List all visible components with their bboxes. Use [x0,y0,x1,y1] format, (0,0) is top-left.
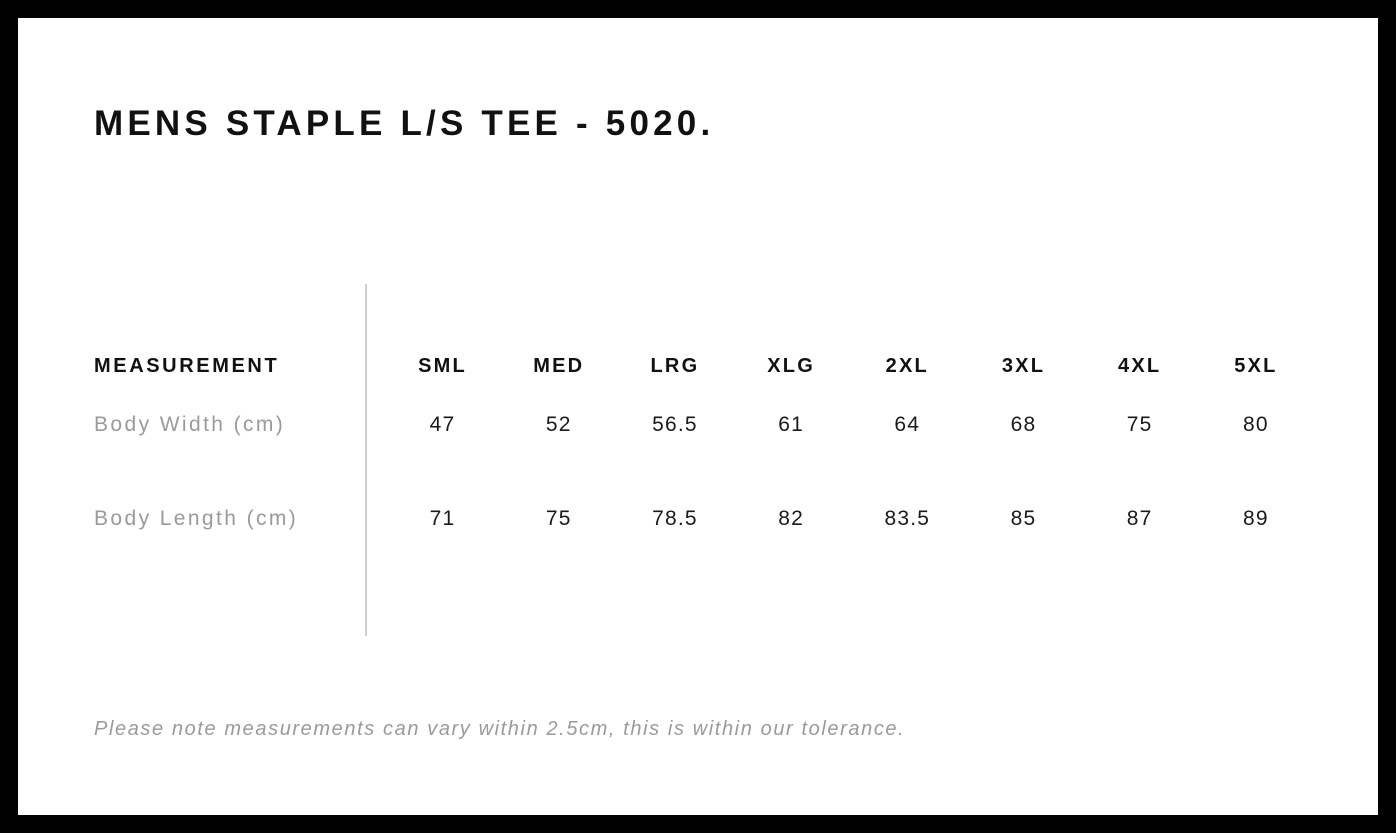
size-table-container [94,278,1314,566]
cell-body-width-lrg: 56.5 [652,413,698,436]
column-header-2xl: 2XL [885,355,929,377]
cell-body-width-med: 52 [545,413,572,436]
cell-body-length-lrg: 78.5 [652,507,698,530]
cell-body-length-sml: 71 [429,507,456,530]
table-header-row [94,278,1314,378]
cell-body-length-5xl: 89 [1243,507,1269,530]
cell-body-length-med: 75 [545,507,572,530]
row-label-body-length: Body Length (cm) [94,507,299,530]
column-header-measurement: MEASUREMENT [94,355,280,377]
size-table [94,278,1314,566]
column-header-4xl: 4XL [1118,355,1162,377]
cell-body-width-5xl: 80 [1243,413,1269,436]
column-header-sml: SML [418,355,467,377]
cell-body-width-4xl: 75 [1126,413,1153,436]
row-label-body-width: Body Width (cm) [94,413,286,436]
column-header-3xl: 3XL [1001,355,1046,377]
cell-body-length-4xl: 87 [1126,507,1153,530]
column-header-lrg: LRG [650,355,700,377]
column-header-5xl: 5XL [1234,355,1278,377]
size-chart-panel [18,18,1378,815]
cell-body-length-2xl: 83.5 [884,507,931,530]
cell-body-width-3xl: 68 [1010,413,1037,436]
table-row [94,378,1314,472]
cell-body-length-3xl: 85 [1010,507,1037,530]
column-header-xlg: XLG [767,355,815,377]
page-title: MENS STAPLE L/S TEE - 5020. [94,104,715,143]
column-header-med: MED [533,355,585,377]
cell-body-length-xlg: 82 [778,507,804,530]
tolerance-note: Please note measurements can vary within 2.5cm, this is within our tolerance. [94,718,906,740]
cell-body-width-sml: 47 [429,413,456,436]
cell-body-width-2xl: 64 [894,413,921,436]
cell-body-width-xlg: 61 [778,413,804,436]
table-row [94,472,1314,566]
